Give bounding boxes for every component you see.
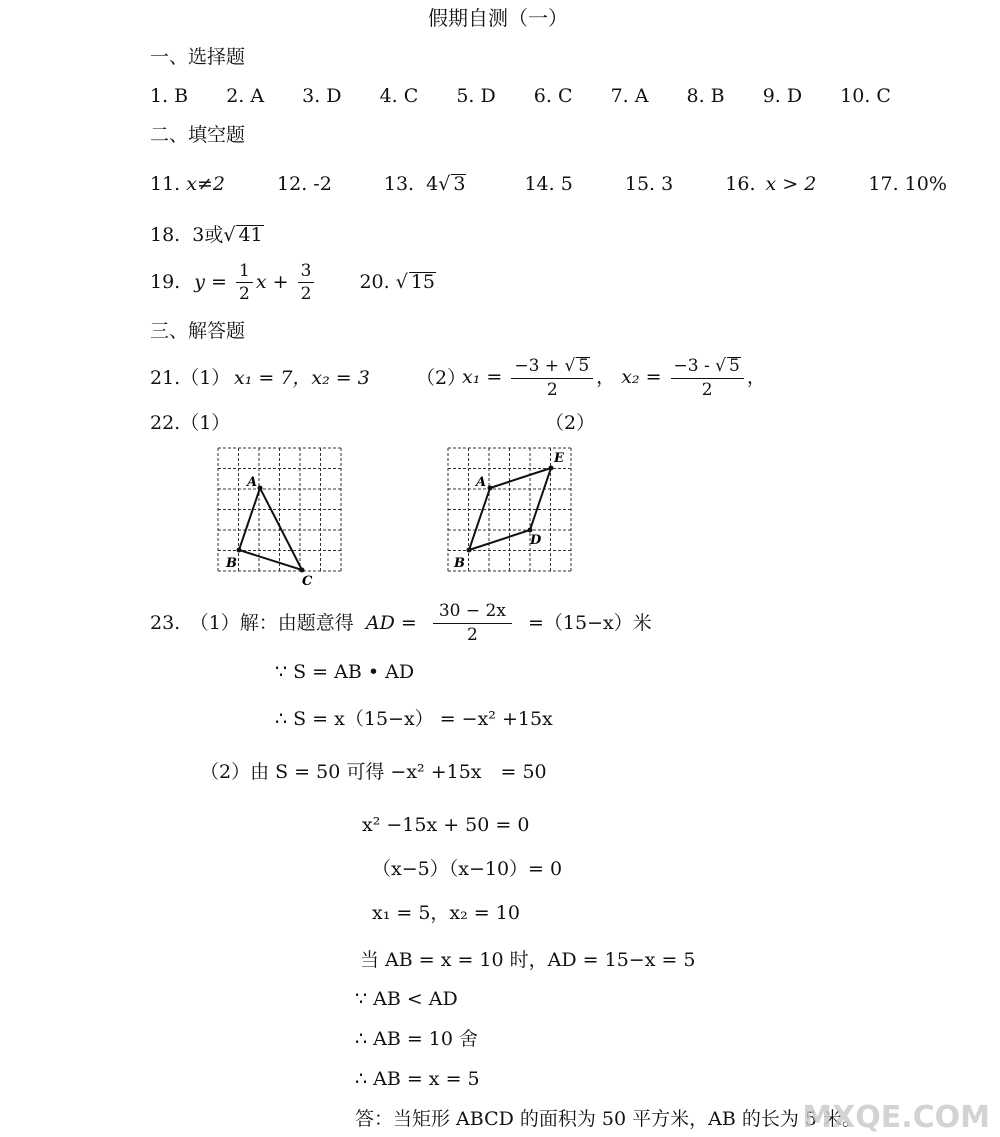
q13-coef: 4 [426, 173, 439, 195]
sqrt-symbol: √ [438, 173, 451, 195]
fraction-denominator: 2 [466, 625, 478, 645]
fraction-numerator: 3 [298, 263, 315, 283]
answer-6: 6. C [533, 85, 573, 107]
q21-x2: x₂ = [621, 365, 662, 388]
answer-2: 2. A [226, 85, 265, 107]
point-b [237, 548, 242, 553]
fraction-denominator: 2 [300, 284, 312, 304]
sqrt-symbol: √ [395, 271, 408, 293]
q23-line-5: x² −15x + 50 = 0 [362, 814, 530, 836]
q22-label-1: 22.（1） [150, 412, 231, 434]
q23-line-9: ∵ AB < AD [355, 988, 458, 1010]
q23-intro: 23. （1）解：由题意得 [150, 612, 354, 634]
q12-answer: 12. -2 [277, 173, 332, 195]
q19-x: x + [255, 271, 289, 293]
q14-answer: 14. 5 [524, 173, 573, 195]
sqrt-symbol: √ [223, 224, 236, 246]
q21-part2 [462, 357, 766, 399]
q21-part2-label: （2） [416, 367, 467, 389]
q23-line-1 [150, 603, 652, 644]
q18-number: 18. [150, 224, 181, 246]
answer-7: 7. A [610, 85, 649, 107]
q23-line-10: ∴ AB = 10 舍 [355, 1028, 479, 1050]
q23-line-7: x₁ = 5，x₂ = 10 [372, 902, 520, 924]
q23-ad: AD = [365, 612, 417, 634]
section-heading-fill: 二、填空题 [150, 124, 246, 146]
q11-answer: x≠2 [186, 173, 225, 195]
numerator-text: −3 - [673, 356, 710, 376]
q22-label-2: （2） [545, 412, 596, 434]
q23-line-11: ∴ AB = x = 5 [355, 1068, 480, 1090]
q19-y: y = [194, 271, 227, 293]
q16-number: 16. [725, 173, 756, 195]
choice-answers-row [150, 87, 891, 106]
q23-line-4: （2）由 S = 50 可得 −x² +15x = 50 [200, 761, 547, 783]
label-d: D [530, 533, 542, 548]
q23-line-3: ∴ S = x（15−x） = −x² +15x [275, 708, 553, 730]
dashed-grid [218, 448, 341, 571]
comma: ， [746, 365, 766, 388]
label-b: B [454, 556, 465, 571]
label-b: B [226, 556, 237, 571]
numerator-text: −3 + [514, 356, 560, 376]
radicand: 5 [578, 356, 590, 376]
q17-answer: 17. 10% [868, 173, 947, 195]
fraction-numerator: −3 + √ 5 [511, 357, 593, 379]
triangle-abc [239, 488, 302, 570]
q18-radicand: 41 [238, 224, 263, 246]
q15-answer: 15. 3 [624, 173, 674, 195]
fraction-denominator: 2 [546, 379, 558, 400]
q21-fraction-2 [671, 357, 744, 399]
q19-fraction-1 [236, 263, 253, 303]
q20-radicand: 15 [410, 271, 436, 293]
q19-number: 19. [150, 271, 181, 293]
point-b [467, 548, 472, 553]
q23-fraction [433, 603, 512, 644]
fraction-numerator: −3 - √ 5 [671, 357, 744, 379]
q21-part1: x₁ = 7，x₂ = 3 [234, 367, 370, 389]
grid-figure-1 [210, 440, 350, 595]
point-d [528, 528, 533, 533]
fraction-numerator: 1 [236, 263, 253, 283]
q23-line-2: ∵ S = AB • AD [275, 661, 415, 683]
page-title: 假期自测（一） [428, 6, 568, 30]
answer-4: 4. C [379, 85, 419, 107]
q23-line-8: 当 AB = x = 10 时，AD = 15−x = 5 [360, 949, 696, 971]
comma: ， [596, 365, 616, 388]
label-e: E [554, 451, 564, 466]
q13-radicand: 3 [453, 173, 466, 195]
section-heading-choice: 一、选择题 [150, 46, 246, 68]
fill-row-19 [150, 263, 436, 303]
q13-number: 13. [383, 173, 415, 195]
q21-x1: x₁ = [462, 365, 503, 388]
point-c [300, 568, 305, 573]
label-a: A [247, 475, 258, 490]
q21-label: 21.（1） [150, 367, 231, 389]
q23-line-6: （x−5）（x−10）= 0 [372, 858, 563, 880]
answer-3: 3. D [302, 85, 342, 107]
q18-answer-a: 3或 [192, 224, 224, 246]
answer-5: 5. D [456, 85, 496, 107]
point-e [549, 466, 554, 471]
q23-result: =（15−x）米 [527, 612, 652, 634]
section-heading-solve: 三、解答题 [150, 320, 246, 342]
fraction-numerator: 30 − 2x [433, 603, 512, 624]
answer-1: 1. B [150, 85, 189, 107]
q20-number: 20. [359, 271, 390, 293]
fill-row-1 [150, 174, 947, 195]
label-a: A [476, 475, 487, 490]
watermark: MXQE.COM [802, 1100, 990, 1135]
q21-fraction-1 [511, 357, 593, 399]
fraction-denominator: 2 [239, 284, 250, 304]
answer-8: 8. B [686, 85, 725, 107]
fraction-denominator: 2 [701, 379, 713, 400]
q23-line-12: 答：当矩形 ABCD 的面积为 50 平方米，AB 的长为 5 米。 [355, 1108, 862, 1130]
label-c: C [302, 574, 313, 589]
point-a [488, 486, 493, 491]
grid-figure-2 [440, 440, 580, 595]
point-a [258, 486, 263, 491]
radicand: 5 [729, 356, 740, 376]
q16-answer: x > 2 [765, 173, 817, 195]
answer-9: 9. D [762, 85, 803, 107]
q19-fraction-2 [298, 263, 315, 303]
fill-row-18 [150, 225, 264, 246]
answer-10: 10. C [840, 85, 891, 107]
q11-number: 11. [150, 173, 181, 195]
